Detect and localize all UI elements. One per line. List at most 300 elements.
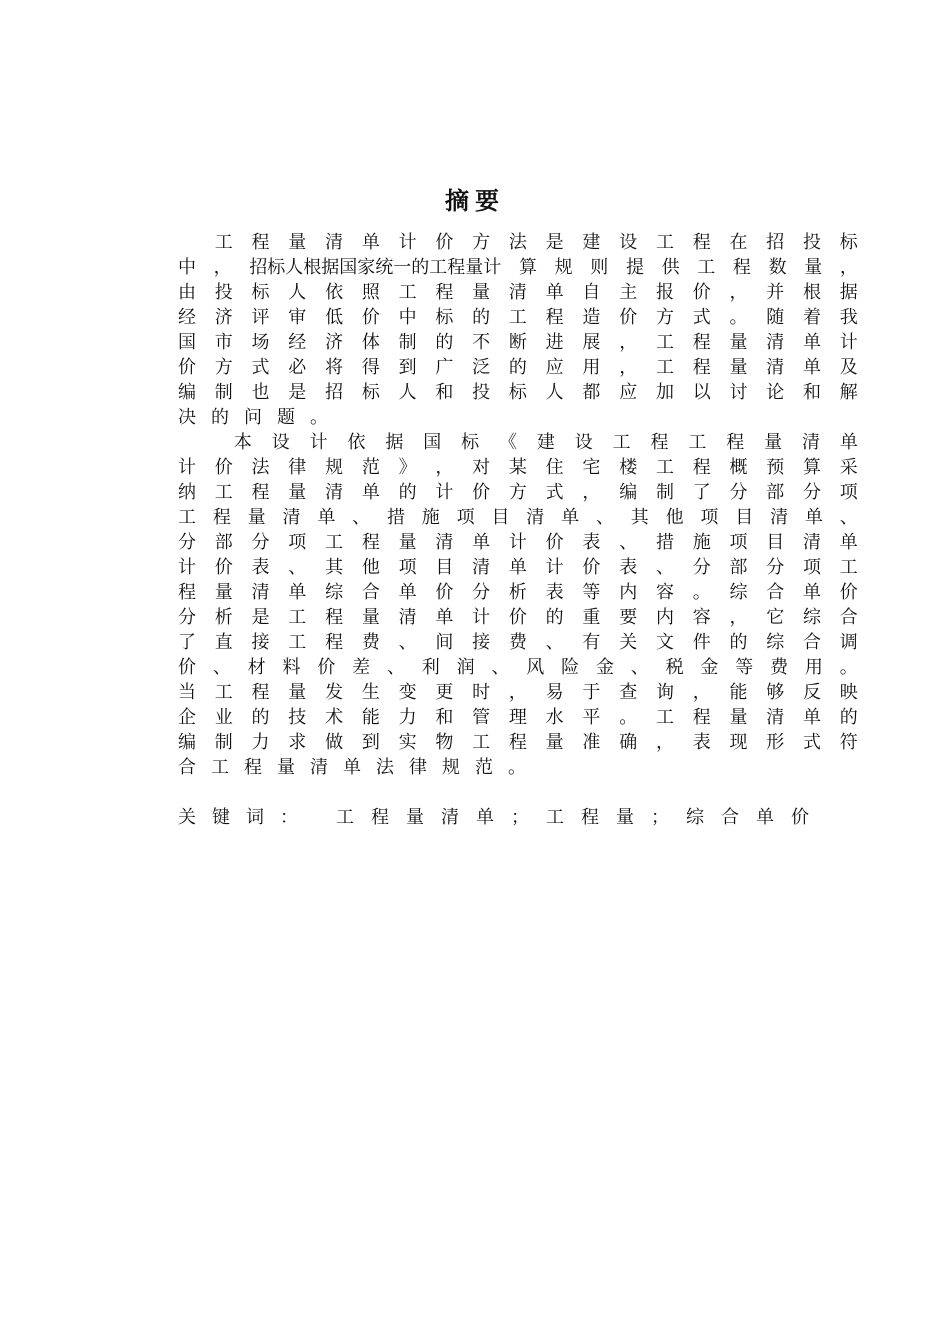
line-token: 价 — [214, 457, 233, 478]
line-token: 分 — [472, 582, 491, 603]
line-token: 能 — [361, 707, 380, 728]
line-token: 加 — [655, 382, 674, 403]
line-token: 投 — [803, 232, 822, 253]
line-token: 招标人根据国家统一的工程量计 — [249, 257, 502, 278]
line-token: 方 — [508, 482, 527, 503]
line-token: ， — [692, 682, 711, 703]
line-token: 国 — [178, 332, 196, 353]
line-token: 、 — [545, 632, 564, 653]
line-token: 计 — [472, 607, 491, 628]
line-token: 得 — [361, 357, 380, 378]
line-token: 单 — [435, 607, 454, 628]
line-token: 分 — [803, 482, 822, 503]
line-token: 力 — [251, 732, 270, 753]
line-token: 标 — [461, 432, 480, 453]
line-token: 措 — [386, 507, 405, 528]
line-token: 项 — [700, 507, 719, 528]
line-token: ， — [839, 257, 858, 278]
line-token: 的 — [472, 307, 491, 328]
line-token: 综 — [325, 582, 344, 603]
line-token: 部 — [766, 482, 785, 503]
line-token: 程 — [508, 732, 527, 753]
line-token: 报 — [655, 282, 674, 303]
line-token: 量 — [288, 232, 307, 253]
line-token: 并 — [766, 282, 785, 303]
line-token: ， — [582, 482, 601, 503]
abstract-line — [178, 280, 858, 305]
line-token: 单 — [361, 232, 380, 253]
line-token: 规 — [442, 757, 460, 778]
line-token: 不 — [472, 332, 491, 353]
line-token: 量 — [729, 357, 748, 378]
line-token: 、 — [491, 657, 510, 678]
line-token: 应 — [545, 357, 564, 378]
line-token: ， — [619, 357, 638, 378]
line-token: 标 — [435, 307, 454, 328]
line-token: 价 — [361, 307, 380, 328]
line-token: 文 — [655, 632, 674, 653]
line-token: 进 — [545, 332, 564, 353]
line-token: 律 — [409, 757, 427, 778]
line-token: 单 — [839, 432, 858, 453]
line-token: 法 — [508, 232, 527, 253]
line-token: 企 — [178, 707, 196, 728]
line-token: 清 — [251, 582, 270, 603]
line-indent — [178, 430, 214, 455]
line-token: 程 — [361, 532, 380, 553]
abstract-line — [178, 505, 858, 530]
line-token: 技 — [288, 707, 307, 728]
line-token: 广 — [435, 357, 454, 378]
line-token: 管 — [472, 707, 491, 728]
line-token: 有 — [582, 632, 601, 653]
line-token: 量 — [545, 732, 564, 753]
line-token: 程 — [435, 282, 454, 303]
line-token: 程 — [692, 357, 711, 378]
line-token: 设 — [574, 432, 593, 453]
abstract-line — [178, 455, 858, 480]
line-token: 清 — [770, 507, 789, 528]
line-token: 造 — [582, 307, 601, 328]
line-token: 内 — [655, 607, 674, 628]
line-token: 生 — [361, 682, 380, 703]
line-token: 投 — [472, 382, 491, 403]
abstract-line — [178, 305, 858, 330]
line-token: 量 — [729, 332, 748, 353]
line-token: 的 — [545, 607, 564, 628]
abstract-line — [178, 555, 858, 580]
line-token: 审 — [288, 307, 307, 328]
line-token: 分 — [251, 532, 270, 553]
line-token: 程 — [244, 757, 262, 778]
line-token: 程 — [692, 232, 711, 253]
line-token: 由 — [178, 282, 196, 303]
line-token: 计 — [839, 332, 858, 353]
line-token: 项 — [398, 557, 417, 578]
line-token: 解 — [839, 382, 858, 403]
line-token: 发 — [325, 682, 344, 703]
line-token: 程 — [732, 257, 751, 278]
line-token: 招 — [766, 232, 785, 253]
line-token: 单 — [343, 757, 361, 778]
line-token: 。 — [619, 707, 638, 728]
line-token: 用 — [804, 657, 823, 678]
line-token: 、 — [398, 632, 417, 653]
line-token: 价 — [317, 657, 336, 678]
line-token: 价 — [508, 607, 527, 628]
abstract-line — [178, 755, 858, 780]
line-token: 查 — [619, 682, 638, 703]
line-token: 材 — [247, 657, 266, 678]
abstract-line — [178, 405, 858, 430]
line-token: 制 — [655, 482, 674, 503]
line-token: 表 — [692, 732, 711, 753]
line-token: 单 — [803, 357, 822, 378]
line-token: 程 — [178, 582, 196, 603]
abstract-line — [178, 605, 858, 630]
line-token: 价 — [178, 657, 196, 678]
line-token: 费 — [508, 632, 527, 653]
line-token: 他 — [665, 507, 684, 528]
line-token: 工 — [688, 432, 707, 453]
line-token: 差 — [352, 657, 371, 678]
line-token: 是 — [545, 232, 564, 253]
line-token: 用 — [582, 357, 601, 378]
line-token: 量 — [764, 432, 783, 453]
line-token: 范 — [361, 457, 380, 478]
line-token: 价 — [435, 232, 454, 253]
line-token: 根 — [803, 282, 822, 303]
line-token: 易 — [545, 682, 564, 703]
line-token: 量 — [398, 532, 417, 553]
line-token: 量 — [214, 582, 233, 603]
line-token: 国 — [423, 432, 442, 453]
line-token: 我 — [839, 307, 858, 328]
line-token: 提 — [625, 257, 644, 278]
line-token: 合 — [839, 607, 858, 628]
abstract-body — [178, 230, 858, 830]
line-token: 是 — [288, 382, 307, 403]
line-token: 量 — [288, 682, 307, 703]
line-token: 清 — [435, 532, 454, 553]
line-token: 确 — [619, 732, 638, 753]
line-token: 。 — [310, 407, 328, 428]
line-token: 程 — [325, 632, 344, 653]
line-token: 主 — [619, 282, 638, 303]
line-token: 人 — [398, 382, 417, 403]
abstract-line — [178, 255, 858, 280]
line-token: 风 — [526, 657, 545, 678]
line-token: 目 — [766, 532, 785, 553]
line-token: 断 — [508, 332, 527, 353]
line-token: 以 — [692, 382, 711, 403]
line-token: 宅 — [582, 457, 601, 478]
line-token: 工 — [655, 457, 674, 478]
line-token: 工 — [655, 357, 674, 378]
line-token: 清 — [766, 332, 785, 353]
line-token: 、 — [212, 657, 231, 678]
line-token: 清 — [803, 532, 822, 553]
abstract-line — [178, 705, 858, 730]
line-token: 程 — [545, 307, 564, 328]
line-token: 范 — [475, 757, 493, 778]
line-token: 工 — [398, 282, 417, 303]
line-token: 做 — [325, 732, 344, 753]
line-token: 的 — [211, 407, 229, 428]
line-token: 的 — [435, 332, 454, 353]
line-token: 预 — [766, 457, 785, 478]
line-token: 工 — [214, 682, 233, 703]
line-token: 、 — [619, 532, 638, 553]
line-token: 分 — [766, 557, 785, 578]
line-token: 程 — [692, 457, 711, 478]
line-token: 表 — [545, 582, 564, 603]
line-token: 够 — [766, 682, 785, 703]
line-token: 综 — [766, 632, 785, 653]
line-token: 量 — [361, 607, 380, 628]
line-token: 单 — [398, 582, 417, 603]
line-token: 单 — [803, 582, 822, 603]
line-token: 施 — [421, 507, 440, 528]
line-token: 综 — [729, 582, 748, 603]
line-token: 和 — [435, 707, 454, 728]
line-token: 人 — [288, 282, 307, 303]
line-token: 析 — [214, 607, 233, 628]
line-token: 等 — [582, 582, 601, 603]
line-token: 润 — [456, 657, 475, 678]
line-token: 量 — [472, 282, 491, 303]
line-token: 的 — [839, 707, 858, 728]
line-token: 标 — [361, 382, 380, 403]
line-token: 随 — [766, 307, 785, 328]
line-token: 单 — [561, 507, 580, 528]
line-token: 部 — [214, 532, 233, 553]
line-token: 律 — [288, 457, 307, 478]
line-token: 题 — [277, 407, 295, 428]
line-token: 项 — [456, 507, 475, 528]
line-token: 间 — [435, 632, 454, 653]
line-token: 依 — [325, 282, 344, 303]
line-token: 询 — [655, 682, 674, 703]
line-token: 据 — [839, 282, 858, 303]
line-token: 、 — [386, 657, 405, 678]
line-token: 清 — [310, 757, 328, 778]
line-token: 程 — [251, 232, 270, 253]
line-token: 人 — [545, 382, 564, 403]
line-token: 应 — [619, 382, 638, 403]
line-token: 工 — [214, 232, 233, 253]
line-token: 水 — [545, 707, 564, 728]
line-token: 场 — [251, 332, 270, 353]
line-token: 量 — [288, 482, 307, 503]
line-token: 的 — [251, 707, 270, 728]
line-token: 。 — [692, 582, 711, 603]
line-token: 工 — [655, 332, 674, 353]
line-token: 它 — [766, 607, 785, 628]
line-token: 项 — [803, 557, 822, 578]
line-token: 制 — [214, 732, 233, 753]
line-token: 等 — [735, 657, 754, 678]
line-token: 当 — [178, 682, 196, 703]
line-token: 价 — [214, 557, 233, 578]
line-token: 。 — [839, 657, 858, 678]
line-token: 的 — [508, 357, 527, 378]
line-token: 分 — [729, 482, 748, 503]
line-token: 工 — [325, 532, 344, 553]
line-token: 展 — [582, 332, 601, 353]
abstract-line — [178, 480, 858, 505]
line-token: 编 — [178, 732, 196, 753]
line-token: ， — [729, 282, 748, 303]
line-token: 概 — [729, 457, 748, 478]
line-token: 体 — [361, 332, 380, 353]
abstract-line — [178, 330, 858, 355]
line-token: 价 — [545, 532, 564, 553]
line-token: 评 — [251, 307, 270, 328]
line-token: 计 — [545, 557, 564, 578]
line-token: 某 — [508, 457, 527, 478]
line-token: 中 — [398, 307, 417, 328]
line-token: 能 — [729, 682, 748, 703]
line-token: 及 — [839, 357, 858, 378]
line-token: 单 — [361, 482, 380, 503]
line-token: 清 — [282, 507, 301, 528]
line-token: 标 — [251, 282, 270, 303]
line-token: 据 — [385, 432, 404, 453]
line-token: 计 — [178, 557, 196, 578]
line-token: 中 — [178, 257, 196, 278]
line-token: 工 — [288, 632, 307, 653]
line-token: 析 — [508, 582, 527, 603]
line-token: 价 — [582, 557, 601, 578]
line-token: ， — [508, 682, 527, 703]
line-token: 单 — [508, 557, 527, 578]
line-token: 计 — [435, 482, 454, 503]
line-token: ， — [655, 732, 674, 753]
line-token: 经 — [288, 332, 307, 353]
line-token: 问 — [244, 407, 262, 428]
line-token: 制 — [398, 332, 417, 353]
line-token: 力 — [398, 707, 417, 728]
line-token: 综 — [803, 607, 822, 628]
line-token: 招 — [325, 382, 344, 403]
line-token: 程 — [251, 682, 270, 703]
line-token: 物 — [435, 732, 454, 753]
line-token: 现 — [729, 732, 748, 753]
line-token: 价 — [472, 482, 491, 503]
line-token: 程 — [212, 507, 231, 528]
line-token: 工 — [214, 482, 233, 503]
line-token: 讨 — [729, 382, 748, 403]
line-token: 单 — [472, 532, 491, 553]
line-token: 变 — [398, 682, 417, 703]
line-token: 、 — [352, 507, 371, 528]
line-token: 必 — [288, 357, 307, 378]
line-token: 术 — [325, 707, 344, 728]
line-token: 映 — [839, 682, 858, 703]
line-token: 是 — [251, 607, 270, 628]
line-token: 清 — [526, 507, 545, 528]
line-token: 清 — [472, 557, 491, 578]
line-token: 和 — [803, 382, 822, 403]
line-token: 表 — [582, 532, 601, 553]
line-token: 金 — [700, 657, 719, 678]
line-token: 施 — [692, 532, 711, 553]
line-token: 济 — [325, 332, 344, 353]
line-token: 直 — [214, 632, 233, 653]
line-token: 项 — [839, 482, 858, 503]
abstract-line — [178, 380, 858, 405]
line-token: 工 — [697, 257, 716, 278]
abstract-line — [178, 355, 858, 380]
line-token: 楼 — [619, 457, 638, 478]
line-token: 标 — [508, 382, 527, 403]
line-token: 部 — [729, 557, 748, 578]
line-token: 价 — [619, 307, 638, 328]
line-token: 》 — [398, 457, 417, 478]
line-token: 合 — [803, 632, 822, 653]
line-token: 。 — [508, 757, 526, 778]
keywords-label: 关键词： — [178, 807, 314, 828]
line-token: 采 — [839, 457, 858, 478]
line-token: 内 — [619, 582, 638, 603]
abstract-line — [178, 680, 858, 705]
keywords-line — [178, 805, 858, 830]
line-token: 都 — [582, 382, 601, 403]
line-token: 价 — [692, 282, 711, 303]
line-token: 反 — [803, 682, 822, 703]
line-token: 方 — [472, 232, 491, 253]
line-token: 建 — [536, 432, 555, 453]
line-token: 清 — [398, 607, 417, 628]
line-token: 价 — [178, 357, 196, 378]
line-token: 《 — [499, 432, 517, 453]
keywords-value: 工程量清单；工程量；综合单价 — [336, 807, 826, 828]
line-token: 合 — [178, 757, 196, 778]
line-token: 调 — [839, 632, 858, 653]
line-token: 。 — [729, 307, 748, 328]
line-token: 制 — [214, 382, 233, 403]
line-token: 清 — [766, 707, 785, 728]
line-token: 量 — [247, 507, 266, 528]
line-token: 着 — [803, 307, 822, 328]
line-token: 照 — [361, 282, 380, 303]
line-token: 数 — [768, 257, 787, 278]
line-token: 则 — [590, 257, 609, 278]
line-token: 形 — [766, 732, 785, 753]
line-token: 住 — [545, 457, 564, 478]
line-indent — [178, 230, 196, 255]
line-token: 合 — [361, 582, 380, 603]
line-token: 单 — [288, 582, 307, 603]
line-token: 也 — [251, 382, 270, 403]
line-token: 工 — [839, 557, 858, 578]
line-token: 表 — [619, 557, 638, 578]
line-token: 金 — [595, 657, 614, 678]
line-token: 表 — [251, 557, 270, 578]
line-token: 重 — [582, 607, 601, 628]
line-token: 清 — [802, 432, 820, 453]
line-token: 工 — [612, 432, 631, 453]
abstract-line — [178, 230, 858, 255]
line-token: 到 — [398, 357, 417, 378]
line-token: 清 — [325, 482, 344, 503]
line-token: 量 — [804, 257, 823, 278]
line-token: 料 — [282, 657, 301, 678]
line-token: 符 — [839, 732, 858, 753]
line-token: 实 — [398, 732, 417, 753]
abstract-line — [178, 580, 858, 605]
